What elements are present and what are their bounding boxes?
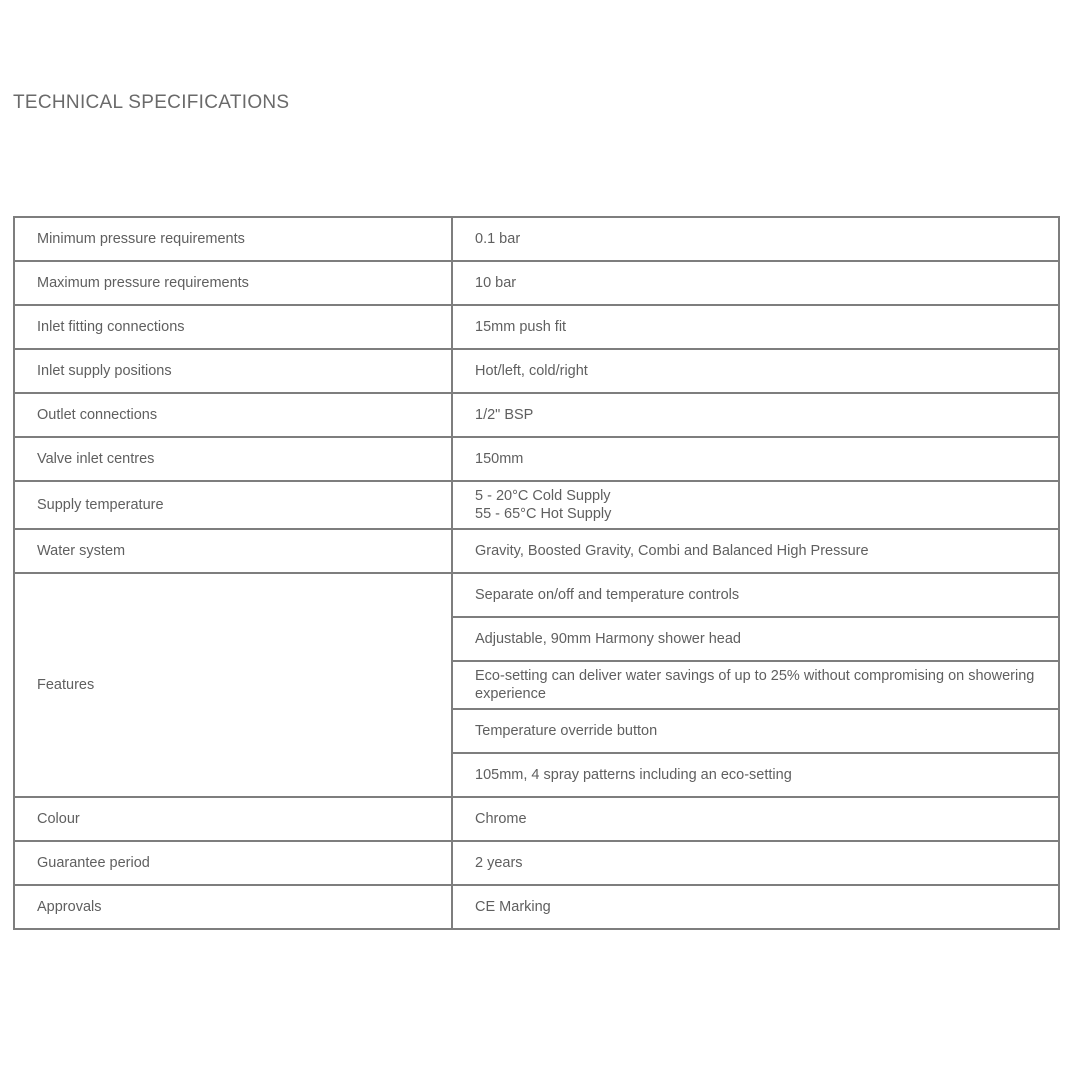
spec-label: Maximum pressure requirements [14,261,452,305]
spec-value: 1/2" BSP [452,393,1059,437]
spec-row [14,349,1059,393]
technical-specifications-table [13,216,1060,930]
spec-row [14,481,1059,529]
spec-row [14,797,1059,841]
spec-value: Chrome [452,797,1059,841]
spec-label: Features [14,573,452,797]
spec-value: 150mm [452,437,1059,481]
spec-value: 5 - 20°C Cold Supply 55 - 65°C Hot Supply [452,481,1059,529]
spec-label: Inlet fitting connections [14,305,452,349]
spec-row [14,573,1059,617]
spec-value: 15mm push fit [452,305,1059,349]
spec-value: Adjustable, 90mm Harmony shower head [452,617,1059,661]
spec-row [14,885,1059,929]
spec-label: Inlet supply positions [14,349,452,393]
spec-value: Gravity, Boosted Gravity, Combi and Balanced High Pressure [452,529,1059,573]
spec-label: Colour [14,797,452,841]
spec-label: Approvals [14,885,452,929]
spec-row [14,305,1059,349]
spec-value: 2 years [452,841,1059,885]
spec-label: Valve inlet centres [14,437,452,481]
spec-label: Minimum pressure requirements [14,217,452,261]
spec-value: CE Marking [452,885,1059,929]
spec-value: Eco-setting can deliver water savings of up to 25% without compromising on showering experience [452,661,1059,709]
spec-row [14,841,1059,885]
spec-value: Hot/left, cold/right [452,349,1059,393]
spec-label: Guarantee period [14,841,452,885]
spec-label: Supply temperature [14,481,452,529]
spec-value: 10 bar [452,261,1059,305]
spec-row [14,217,1059,261]
spec-value: 105mm, 4 spray patterns including an eco-setting [452,753,1059,797]
spec-row [14,529,1059,573]
spec-value: 0.1 bar [452,217,1059,261]
specs-table-body [14,217,1059,929]
spec-row [14,393,1059,437]
spec-value: Temperature override button [452,709,1059,753]
spec-value: Separate on/off and temperature controls [452,573,1059,617]
spec-label: Water system [14,529,452,573]
page-title: TECHNICAL SPECIFICATIONS [13,92,290,113]
spec-label: Outlet connections [14,393,452,437]
spec-row [14,437,1059,481]
spec-row [14,261,1059,305]
